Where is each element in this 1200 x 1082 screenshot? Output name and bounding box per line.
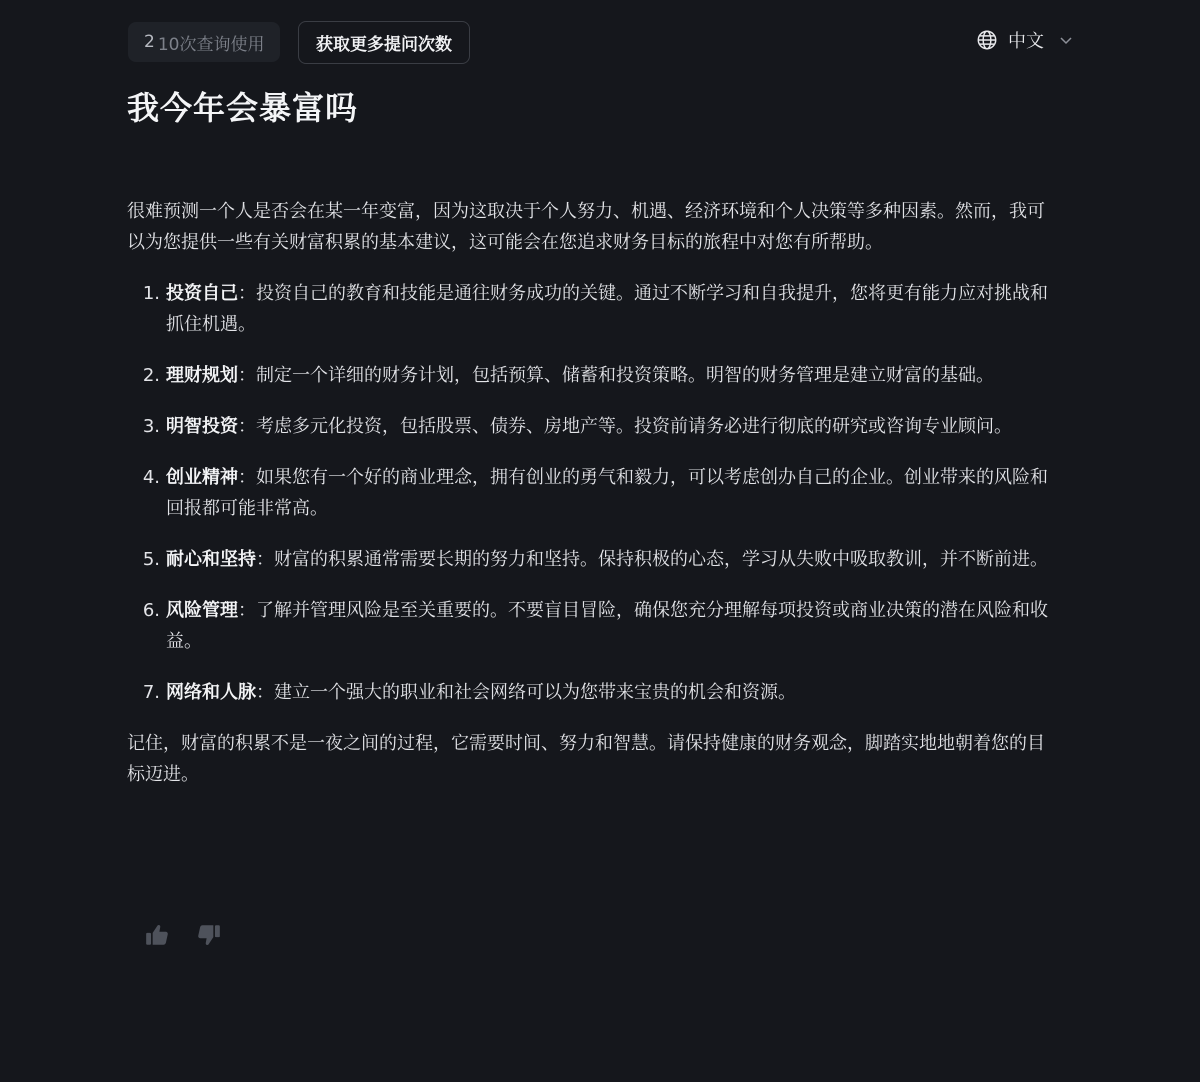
usage-counter (128, 22, 280, 62)
feedback-bar (143, 921, 223, 949)
language-label: 中文 (1008, 31, 1044, 52)
advice-list (127, 278, 1059, 708)
list-item-text: ：考虑多元化投资，包括股票、债券、房地产等。投资前请务必进行彻底的研究或咨询专业顾问。 (238, 416, 1012, 437)
list-item-text: ：财富的积累通常需要长期的努力和坚持。保持积极的心态，学习从失败中吸取教训，并不断前进。 (256, 549, 1048, 570)
answer-outro: 记住，财富的积累不是一夜之间的过程，它需要时间、努力和智慧。请保持健康的财务观念，脚踏实地地朝着您的目标迈进。 (127, 733, 1045, 785)
thumbs-down-icon (196, 922, 222, 948)
list-item-text: ：制定一个详细的财务计划，包括预算、储蓄和投资策略。明智的财务管理是建立财富的基础。 (238, 365, 994, 386)
list-item (127, 411, 1059, 442)
list-item (127, 278, 1059, 340)
list-item-number: 4. (142, 467, 160, 488)
dislike-button[interactable] (195, 921, 223, 949)
thumbs-up-icon (144, 922, 170, 948)
list-item-text: ：了解并管理风险是至关重要的。不要盲目冒险，确保您充分理解每项投资或商业决策的潜在风险和收益。 (166, 600, 1048, 652)
list-item-number: 5. (142, 549, 160, 570)
list-item-number: 2. (142, 365, 160, 386)
answer-body (127, 196, 1059, 790)
list-item-term: 明智投资 (166, 416, 238, 437)
list-item-term: 网络和人脉 (166, 682, 256, 703)
list-item-text: ：建立一个强大的职业和社会网络可以为您带来宝贵的机会和资源。 (256, 682, 796, 703)
list-item-number: 3. (142, 416, 160, 437)
list-item (127, 360, 1059, 391)
usage-text: 10次查询使用 (157, 34, 265, 55)
list-item-term: 理财规划 (166, 365, 238, 386)
globe-icon (976, 29, 998, 51)
list-item-text: ：如果您有一个好的商业理念，拥有创业的勇气和毅力，可以考虑创办自己的企业。创业带来的风险和回报都可能非常高。 (166, 467, 1048, 519)
list-item (127, 462, 1059, 524)
usage-count: 2 (144, 32, 155, 52)
page-title: 我今年会暴富吗 (127, 89, 359, 127)
list-item (127, 677, 1059, 708)
list-item-term: 投资自己 (166, 283, 238, 304)
get-more-questions-button[interactable]: 获取更多提问次数 (298, 21, 470, 64)
list-item-term: 耐心和坚持 (166, 549, 256, 570)
list-item (127, 595, 1059, 657)
answer-intro: 很难预测一个人是否会在某一年变富，因为这取决于个人努力、机遇、经济环境和个人决策等多种因素。然而，我可以为您提供一些有关财富积累的基本建议，这可能会在您追求财务目标的旅程中对您有所帮助。 (127, 201, 1045, 253)
list-item-term: 创业精神 (166, 467, 238, 488)
list-item-term: 风险管理 (166, 600, 238, 621)
list-item-text: ：投资自己的教育和技能是通往财务成功的关键。通过不断学习和自我提升，您将更有能力应对挑战和抓住机遇。 (166, 283, 1048, 335)
top-bar (0, 0, 1200, 84)
list-item-number: 1. (142, 283, 160, 304)
like-button[interactable] (143, 921, 171, 949)
list-item-number: 7. (142, 682, 160, 703)
language-selector[interactable] (976, 26, 1074, 54)
list-item (127, 544, 1059, 575)
chevron-down-icon (1058, 32, 1074, 48)
list-item-number: 6. (142, 600, 160, 621)
